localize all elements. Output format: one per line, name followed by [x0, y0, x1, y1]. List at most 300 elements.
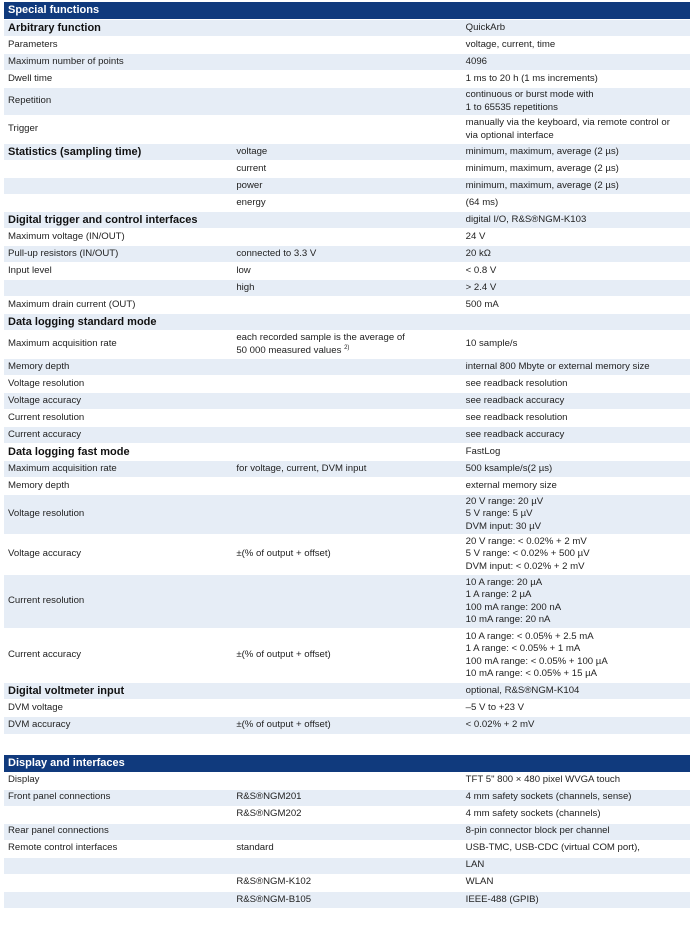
line-text: 1 ms to 20 h (1 ms increments): [465, 72, 598, 84]
line-text: QuickArb: [465, 21, 506, 33]
spec-label: Remote control interfaces: [4, 840, 232, 857]
spec-value: [462, 874, 690, 891]
line-text: R&S®NGM202: [236, 808, 302, 820]
spec-label: [4, 195, 232, 212]
line-text: via optional interface: [465, 129, 554, 141]
value-line: [466, 496, 686, 508]
spec-label: Display: [4, 772, 232, 789]
spec-value: [462, 246, 690, 263]
value-line: [466, 602, 686, 614]
line-text: voltage, current, time: [465, 38, 556, 50]
spec-condition: [232, 891, 461, 908]
spec-label: Input level: [4, 263, 232, 280]
line-text: DVM input: < 0.02% + 2 mV: [465, 560, 585, 572]
spec-condition: [232, 874, 461, 891]
spec-table: [4, 19, 690, 734]
line-text: ±(% of output + offset): [236, 548, 331, 560]
spec-label: Current resolution: [4, 575, 232, 629]
spec-label: [4, 806, 232, 823]
line-text: standard: [236, 842, 274, 854]
line-text: 100 mA range: 200 nA: [465, 601, 562, 613]
value-line: [466, 446, 686, 458]
spec-condition: [232, 161, 461, 178]
spec-label: Memory depth: [4, 359, 232, 376]
line-text: 10 A range: 20 µA: [465, 577, 543, 589]
line-text: current: [236, 162, 267, 174]
line-text: R&S®NGM-K102: [236, 876, 312, 888]
spec-value: [462, 891, 690, 908]
value-line: [466, 894, 686, 906]
spec-label: Maximum acquisition rate: [4, 461, 232, 478]
line-text: external memory size: [465, 479, 557, 491]
condition-line: [236, 548, 457, 560]
spec-label: Current accuracy: [4, 427, 232, 444]
spec-row: [4, 280, 690, 297]
line-text: (64 ms): [465, 196, 499, 208]
condition-line: [236, 719, 457, 731]
spec-row: [4, 772, 690, 789]
spec-value: [462, 37, 690, 54]
spec-row: [4, 461, 690, 478]
condition-line: [236, 197, 457, 209]
spec-condition: [232, 54, 461, 71]
spec-label: [4, 874, 232, 891]
line-text: 5 V range: < 0.02% + 500 µV: [465, 548, 590, 560]
line-text: manually via the keyboard, via remote control or: [465, 117, 670, 129]
spec-row: [4, 495, 690, 535]
line-text: R&S®NGM-B105: [236, 893, 312, 905]
spec-condition: [232, 212, 461, 229]
line-text: 20 V range: < 0.02% + 2 mV: [465, 536, 587, 548]
value-line: [466, 299, 686, 311]
condition-line: [236, 791, 457, 803]
line-text: > 2.4 V: [465, 281, 497, 293]
spec-condition: [232, 410, 461, 427]
spec-value: [462, 116, 690, 144]
subsection-title: Statistics (sampling time): [4, 144, 232, 161]
value-line: [466, 508, 686, 520]
spec-row: [4, 717, 690, 734]
spec-value: [462, 71, 690, 88]
line-text: energy: [236, 196, 266, 208]
spec-value: [462, 535, 690, 575]
value-line: [466, 702, 686, 714]
spec-condition: [232, 71, 461, 88]
spec-row: [4, 246, 690, 263]
spec-label: Pull-up resistors (IN/OUT): [4, 246, 232, 263]
line-text: high: [236, 281, 255, 293]
spec-condition: [232, 806, 461, 823]
line-text: 8-pin connector block per channel: [465, 825, 610, 837]
spec-value: [462, 393, 690, 410]
value-line: [466, 429, 686, 441]
line-text: see readback accuracy: [465, 428, 565, 440]
spec-row: [4, 359, 690, 376]
value-line: [466, 631, 686, 643]
spec-condition: [232, 444, 461, 461]
spec-condition: [232, 88, 461, 116]
spec-row: [4, 161, 690, 178]
value-line: [466, 395, 686, 407]
spec-condition: [232, 37, 461, 54]
spec-label: Memory depth: [4, 478, 232, 495]
spec-condition: [232, 246, 461, 263]
value-line: [466, 774, 686, 786]
line-text: minimum, maximum, average (2 µs): [465, 145, 619, 157]
value-line: [466, 614, 686, 626]
condition-line: [236, 146, 457, 158]
spec-row: [4, 410, 690, 427]
spec-row: [4, 71, 690, 88]
spec-value: [462, 789, 690, 806]
line-text: power: [236, 179, 263, 191]
line-text: 10 mA range: 20 nA: [465, 613, 551, 625]
spec-condition: [232, 376, 461, 393]
line-text: 4096: [465, 55, 487, 67]
value-line: [466, 361, 686, 373]
line-text: 10 sample/s: [465, 338, 518, 350]
value-line: [466, 180, 686, 192]
spec-value: [462, 178, 690, 195]
line-text: R&S®NGM201: [236, 791, 302, 803]
value-line: [466, 378, 686, 390]
line-text: –5 V to +23 V: [465, 701, 525, 713]
spec-row: [4, 297, 690, 314]
condition-line: [236, 808, 457, 820]
line-text: ±(% of output + offset): [236, 719, 331, 731]
subsection-row: [4, 314, 690, 331]
line-text: see readback resolution: [465, 411, 568, 423]
spec-condition: [232, 297, 461, 314]
spec-label: [4, 280, 232, 297]
spec-value: [462, 195, 690, 212]
spec-condition: [232, 700, 461, 717]
subsection-title: Data logging fast mode: [4, 444, 232, 461]
spec-value: [462, 495, 690, 535]
spec-row: [4, 857, 690, 874]
spec-label: Parameters: [4, 37, 232, 54]
spec-value: [462, 857, 690, 874]
value-line: [466, 231, 686, 243]
spec-value: [462, 717, 690, 734]
value-line: [466, 561, 686, 573]
line-text: LAN: [465, 859, 485, 871]
line-text: 500 ksample/s(2 µs): [465, 462, 553, 474]
spec-condition: [232, 314, 461, 331]
spec-row: [4, 874, 690, 891]
line-text: internal 800 Mbyte or external memory size: [465, 360, 650, 372]
subsection-row: [4, 444, 690, 461]
spec-row: [4, 376, 690, 393]
line-text: optional, R&S®NGM-K104: [465, 684, 580, 696]
value-line: [466, 808, 686, 820]
spec-label: Front panel connections: [4, 789, 232, 806]
line-text: 5 V range: 5 µV: [465, 508, 533, 520]
spec-row: [4, 700, 690, 717]
spec-row: [4, 195, 690, 212]
spec-label: DVM accuracy: [4, 717, 232, 734]
spec-value: [462, 280, 690, 297]
spec-value: [462, 444, 690, 461]
value-line: [466, 412, 686, 424]
value-line: [466, 859, 686, 871]
spec-condition: [232, 20, 461, 37]
spec-label: Voltage resolution: [4, 376, 232, 393]
spec-value: [462, 683, 690, 700]
line-text: 24 V: [465, 230, 486, 242]
spec-label: DVM voltage: [4, 700, 232, 717]
condition-line: [236, 345, 457, 357]
spec-row: [4, 37, 690, 54]
condition-line: [236, 332, 457, 344]
spec-value: [462, 376, 690, 393]
spec-condition: [232, 178, 461, 195]
spec-condition: [232, 144, 461, 161]
spec-value: [462, 461, 690, 478]
spec-value: [462, 212, 690, 229]
value-line: [466, 825, 686, 837]
spec-row: [4, 178, 690, 195]
value-line: [466, 521, 686, 533]
value-line: [466, 265, 686, 277]
subsection-row: [4, 20, 690, 37]
spec-label: [4, 161, 232, 178]
spec-row: [4, 393, 690, 410]
value-line: [466, 791, 686, 803]
spec-row: [4, 263, 690, 280]
spec-label: Trigger: [4, 116, 232, 144]
spec-value: [462, 144, 690, 161]
line-text: digital I/O, R&S®NGM-K103: [465, 213, 587, 225]
spec-value: [462, 700, 690, 717]
line-text: 20 kΩ: [465, 247, 491, 259]
spec-value: [462, 427, 690, 444]
spec-label: Repetition: [4, 88, 232, 116]
value-line: [466, 214, 686, 226]
line-text: 500 mA: [465, 298, 499, 310]
value-line: [466, 22, 686, 34]
spec-row: [4, 891, 690, 908]
spec-label: Dwell time: [4, 71, 232, 88]
subsection-title: Data logging standard mode: [4, 314, 232, 331]
value-line: [466, 656, 686, 668]
value-line: [466, 117, 686, 129]
value-line: [466, 248, 686, 260]
line-text: connected to 3.3 V: [236, 247, 317, 259]
spec-condition: [232, 683, 461, 700]
spec-label: [4, 891, 232, 908]
spec-label: [4, 857, 232, 874]
line-text: < 0.8 V: [465, 264, 497, 276]
line-text: each recorded sample is the average of: [236, 332, 405, 344]
spec-condition: [232, 772, 461, 789]
line-text: 4 mm safety sockets (channels): [465, 808, 601, 820]
subsection-title: Digital trigger and control interfaces: [4, 212, 232, 229]
line-text: 50 000 measured values: [236, 344, 342, 356]
condition-line: [236, 842, 457, 854]
spec-condition: [232, 575, 461, 629]
spec-value: [462, 359, 690, 376]
spec-condition: [232, 427, 461, 444]
line-text: minimum, maximum, average (2 µs): [465, 162, 619, 174]
line-text: 10 A range: < 0.05% + 2.5 mA: [465, 631, 594, 643]
value-line: [466, 685, 686, 697]
section-gap: [4, 734, 690, 755]
value-line: [466, 130, 686, 142]
spec-value: [462, 314, 690, 331]
spec-condition: [232, 280, 461, 297]
spec-value: [462, 575, 690, 629]
spec-condition: [232, 629, 461, 683]
line-text: 20 V range: 20 µV: [465, 496, 544, 508]
value-line: [466, 577, 686, 589]
spec-value: [462, 823, 690, 840]
spec-row: [4, 229, 690, 246]
condition-line: [236, 649, 457, 661]
spec-value: [462, 629, 690, 683]
line-text: DVM input: 30 µV: [465, 520, 542, 532]
footnote-marker: 2): [344, 344, 350, 351]
spec-condition: [232, 857, 461, 874]
spec-value: [462, 806, 690, 823]
value-line: [466, 338, 686, 350]
value-line: [466, 643, 686, 655]
line-text: voltage: [236, 145, 268, 157]
spec-label: Current resolution: [4, 410, 232, 427]
condition-line: [236, 463, 457, 475]
spec-row: [4, 629, 690, 683]
spec-value: [462, 297, 690, 314]
spec-row: [4, 575, 690, 629]
value-line: [466, 536, 686, 548]
value-line: [466, 719, 686, 731]
section-header: Display and interfaces: [4, 755, 690, 772]
condition-line: [236, 876, 457, 888]
spec-condition: [232, 331, 461, 359]
line-text: USB-TMC, USB-CDC (virtual COM port),: [465, 842, 640, 854]
line-text: 1 A range: 2 µA: [465, 589, 532, 601]
spec-label: Voltage accuracy: [4, 393, 232, 410]
spec-value: [462, 88, 690, 116]
value-line: [466, 589, 686, 601]
subsection-row: [4, 212, 690, 229]
spec-condition: [232, 495, 461, 535]
spec-value: [462, 478, 690, 495]
spec-row: [4, 535, 690, 575]
value-line: [466, 282, 686, 294]
spec-row: [4, 478, 690, 495]
spec-label: [4, 178, 232, 195]
spec-row: [4, 427, 690, 444]
line-text: see readback resolution: [465, 377, 568, 389]
spec-row: [4, 116, 690, 144]
spec-row: [4, 823, 690, 840]
value-line: [466, 73, 686, 85]
spec-row: [4, 840, 690, 857]
spec-row: [4, 331, 690, 359]
spec-sheet: [4, 0, 690, 908]
condition-line: [236, 180, 457, 192]
line-text: minimum, maximum, average (2 µs): [465, 179, 619, 191]
condition-line: [236, 282, 457, 294]
value-line: [466, 876, 686, 888]
line-text: for voltage, current, DVM input: [236, 462, 367, 474]
spec-label: Maximum acquisition rate: [4, 331, 232, 359]
line-text: < 0.02% + 2 mV: [465, 719, 535, 731]
spec-condition: [232, 263, 461, 280]
spec-condition: [232, 789, 461, 806]
spec-label: Voltage resolution: [4, 495, 232, 535]
value-line: [466, 89, 686, 101]
value-line: [466, 56, 686, 68]
value-line: [466, 163, 686, 175]
line-text: ±(% of output + offset): [236, 649, 331, 661]
line-text: WLAN: [465, 876, 494, 888]
spec-condition: [232, 840, 461, 857]
spec-value: [462, 263, 690, 280]
spec-condition: [232, 535, 461, 575]
spec-value: [462, 161, 690, 178]
spec-condition: [232, 359, 461, 376]
value-line: [466, 842, 686, 854]
spec-value: [462, 331, 690, 359]
subsection-title: Digital voltmeter input: [4, 683, 232, 700]
spec-condition: [232, 717, 461, 734]
value-line: [466, 548, 686, 560]
spec-condition: [232, 478, 461, 495]
spec-label: Current accuracy: [4, 629, 232, 683]
value-line: [466, 102, 686, 114]
spec-label: Maximum number of points: [4, 54, 232, 71]
line-text: FastLog: [465, 445, 501, 457]
spec-row: [4, 88, 690, 116]
spec-value: [462, 410, 690, 427]
spec-condition: [232, 116, 461, 144]
value-line: [466, 197, 686, 209]
line-text: IEEE-488 (GPIB): [465, 893, 539, 905]
condition-line: [236, 265, 457, 277]
spec-value: [462, 840, 690, 857]
spec-value: [462, 772, 690, 789]
condition-line: [236, 163, 457, 175]
line-text: continuous or burst mode with: [465, 89, 594, 101]
subsection-title: Arbitrary function: [4, 20, 232, 37]
value-line: [466, 39, 686, 51]
line-text: see readback accuracy: [465, 394, 565, 406]
spec-row: [4, 54, 690, 71]
spec-row: [4, 806, 690, 823]
value-line: [466, 463, 686, 475]
line-text: low: [236, 264, 251, 276]
subsection-row: [4, 144, 690, 161]
spec-label: Maximum drain current (OUT): [4, 297, 232, 314]
spec-row: [4, 789, 690, 806]
spec-value: [462, 20, 690, 37]
subsection-row: [4, 683, 690, 700]
spec-label: Maximum voltage (IN/OUT): [4, 229, 232, 246]
value-line: [466, 668, 686, 680]
line-text: 100 mA range: < 0.05% + 100 µA: [465, 655, 608, 667]
spec-condition: [232, 393, 461, 410]
spec-table: [4, 772, 690, 909]
spec-label: Rear panel connections: [4, 823, 232, 840]
condition-line: [236, 894, 457, 906]
condition-line: [236, 248, 457, 260]
value-line: [466, 146, 686, 158]
spec-condition: [232, 823, 461, 840]
spec-condition: [232, 195, 461, 212]
line-text: TFT 5" 800 × 480 pixel WVGA touch: [465, 774, 621, 786]
